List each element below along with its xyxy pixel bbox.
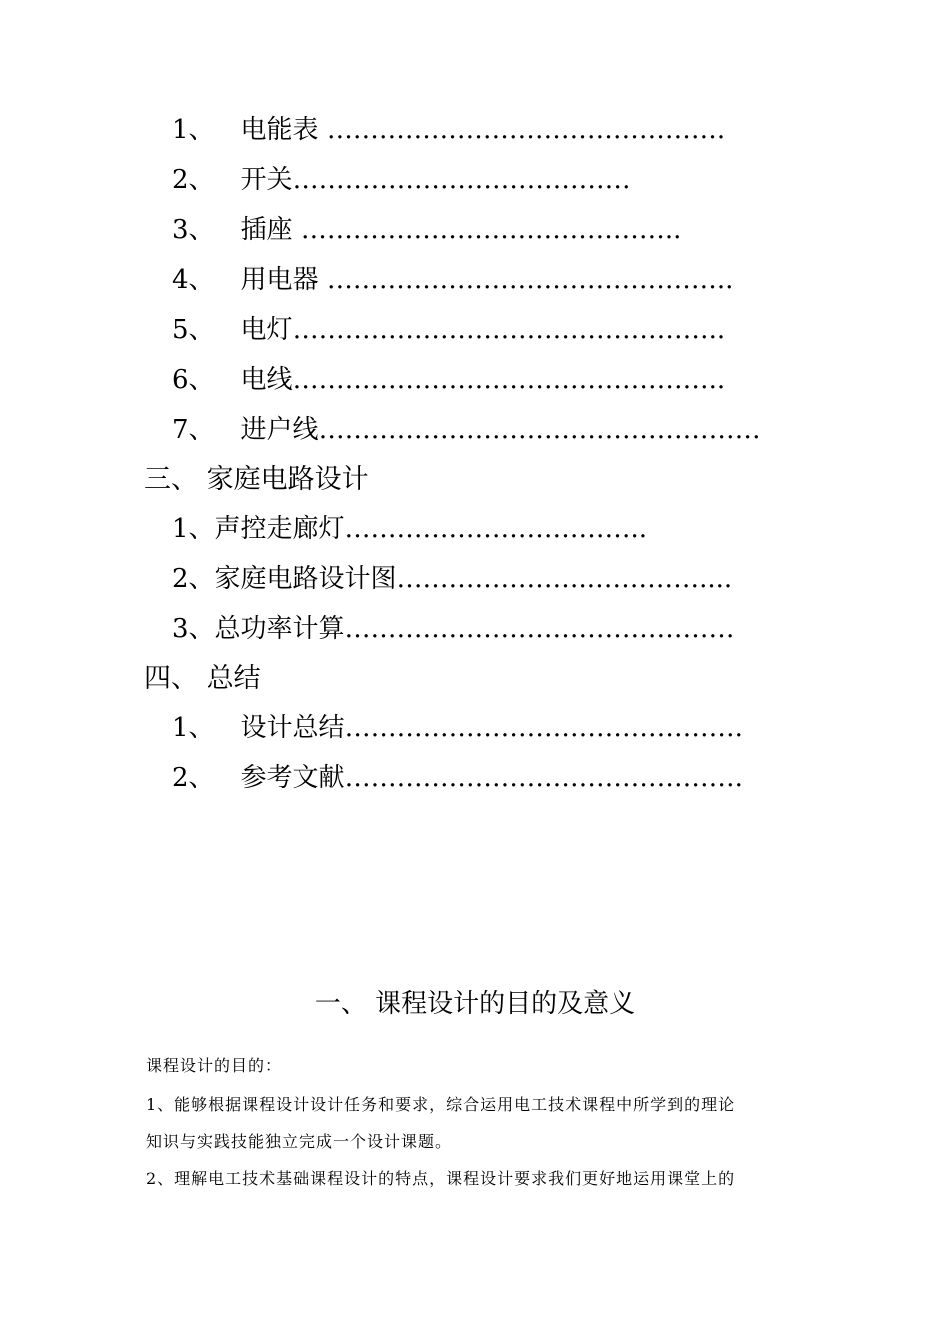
toc-leader: ………………………………………. <box>344 763 743 793</box>
body-paragraph: 课程设计的目的： <box>146 1056 283 1075</box>
toc-item-number: 4、 <box>172 265 215 295</box>
toc-item-label: 插座 <box>240 215 293 245</box>
toc-item <box>172 165 631 195</box>
toc-item-label: 2、家庭电路设计图 <box>172 564 397 594</box>
toc-item-label: 设计总结 <box>240 713 345 743</box>
toc-section-heading: 三、 家庭电路设计 <box>144 464 369 495</box>
toc-item-label: 电能表 <box>240 115 319 145</box>
toc-leader: …………………..………….... <box>396 564 733 594</box>
body-paragraph: 2、理解电工技术基础课程设计的特点，课程设计要求我们更好地运用课堂上的 <box>146 1169 736 1188</box>
toc-item <box>172 713 743 743</box>
toc-item <box>172 115 725 145</box>
toc-item-number: 2、 <box>172 763 215 793</box>
toc-item-number: 6、 <box>172 365 215 395</box>
toc-item <box>172 514 647 544</box>
body-paragraph: 知识与实践技能独立完成一个设计课题。 <box>146 1132 453 1151</box>
toc-item-label: 参考文献 <box>240 763 345 793</box>
toc-item-number: 7、 <box>172 415 215 445</box>
toc-item <box>172 215 681 245</box>
toc-item-label: 3、总功率计算 <box>172 614 345 644</box>
toc-item <box>172 365 725 395</box>
toc-item <box>172 265 733 295</box>
section-title: 一、 课程设计的目的及意义 <box>314 989 636 1019</box>
toc-item <box>172 315 725 345</box>
toc-leader: ……………………………………… <box>344 614 735 644</box>
toc-item <box>172 763 743 793</box>
toc-item-label: 进户线 <box>240 415 319 445</box>
toc-item-label: 电灯 <box>240 315 293 345</box>
toc-leader: ………………………………………. <box>318 115 726 145</box>
toc-item <box>172 415 761 445</box>
toc-item <box>172 614 735 644</box>
toc-item-label: 电线 <box>240 365 293 395</box>
toc-section-heading: 四、 总结 <box>144 663 261 694</box>
toc-leader: ………………………………………….. <box>292 315 726 345</box>
toc-item-number: 5、 <box>172 315 215 345</box>
toc-leader: …………………………………………… <box>318 415 761 445</box>
body-paragraph: 1、能够根据课程设计设计任务和要求，综合运用电工技术课程中所学到的理论 <box>146 1095 736 1114</box>
toc-leader: ………………………………………. <box>344 713 743 743</box>
toc-item-label: 开关 <box>240 165 293 195</box>
toc-item-number: 1、 <box>172 713 215 743</box>
toc-leader: ………………………………… <box>292 165 631 195</box>
toc-item-number: 2、 <box>172 165 215 195</box>
toc-item-label: 1、声控走廊灯 <box>172 514 345 544</box>
toc-leader: …………………………….. <box>344 514 648 544</box>
toc-item-number: 1、 <box>172 115 215 145</box>
toc-item-number: 3、 <box>172 215 215 245</box>
toc-leader: …………………………………….. <box>292 215 682 245</box>
toc-item <box>172 564 732 594</box>
toc-item-label: 用电器 <box>240 265 319 295</box>
toc-leader: ………………………………………….. <box>292 365 726 395</box>
toc-leader: ……………………………………….. <box>318 265 734 295</box>
